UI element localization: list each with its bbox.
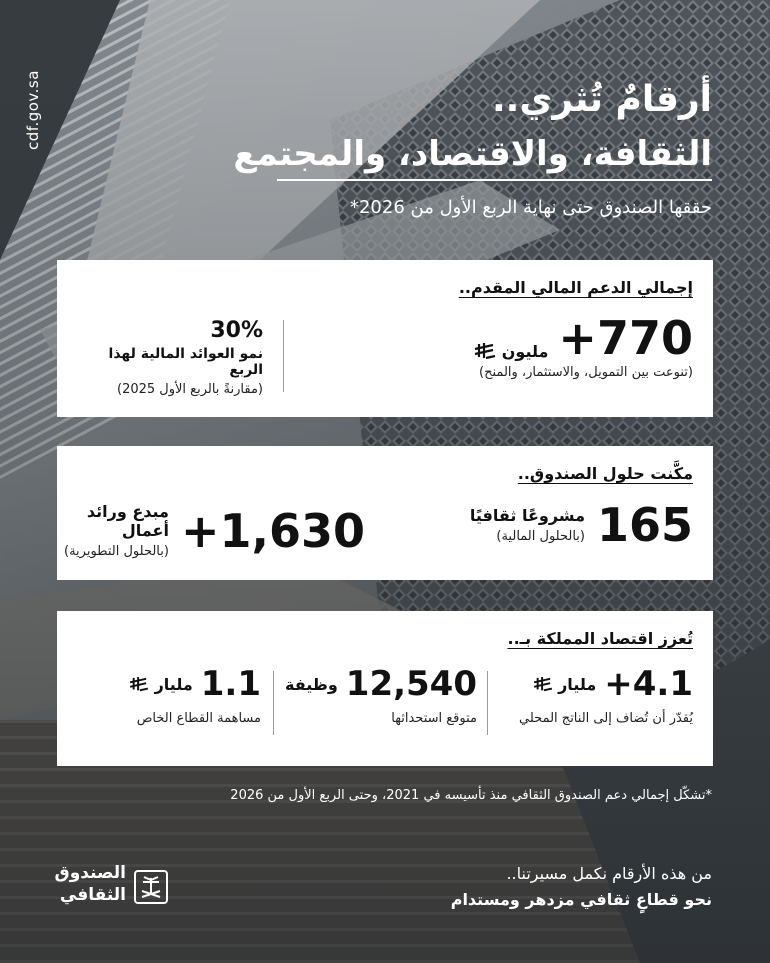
returns-growth-value: 30% (210, 318, 263, 343)
fund-solutions-heading: مكَّنت حلول الصندوق.. (517, 464, 693, 483)
logo-line2: الثقافي (59, 885, 126, 905)
riyal-icon (129, 677, 149, 693)
private-sector-value: 1.1 (200, 664, 261, 704)
gdp-note: يُقدّر أن تُضاف إلى الناتج المحلي (519, 711, 693, 726)
hero-underline (277, 179, 712, 181)
gdp-stat (493, 664, 693, 726)
jobs-value: 12,540 (345, 664, 477, 704)
jobs-note: متوقع استحداثها (391, 711, 477, 726)
closing-line1: من هذه الأرقام نكمل مسيرتنا.. (506, 864, 712, 883)
creators-label: مبدع ورائد أعمال (86, 502, 169, 540)
card3-divider-1 (487, 671, 488, 735)
financial-support-card (57, 260, 713, 417)
website-url[interactable]: cdf.gov.sa (24, 70, 42, 150)
palm-swords-emblem-icon (134, 870, 168, 904)
projects-label: مشروعًا ثقافيًا (469, 506, 585, 525)
footnote: *تشكّل إجمالي دعم الصندوق الثقافي منذ تأسيسه في 2021، وحتى الربع الأول من 2026 (230, 788, 712, 803)
gdp-value: +4.1 (604, 664, 693, 704)
card3-divider-2 (273, 671, 274, 735)
creators-note: (بالحلول التطويرية) (64, 544, 169, 559)
creators-stat (57, 502, 365, 559)
card1-divider (283, 320, 284, 392)
hero-subtitle: حققها الصندوق حتى نهاية الربع الأول من 2026* (349, 197, 712, 218)
total-support-note: (تنوعت بين التمويل، والاستثمار، والمنح) (479, 365, 693, 380)
jobs-stat (285, 664, 477, 726)
jobs-unit: وظيفة (285, 674, 338, 694)
private-sector-note: مساهمة القطاع الخاص (136, 711, 261, 726)
projects-note: (بالحلول المالية) (496, 529, 585, 544)
creators-value: +1,630 (180, 503, 365, 558)
logo-wordmark (50, 862, 126, 906)
economy-card (57, 611, 713, 766)
hero-title-line2: الثقافة، والاقتصاد، والمجتمع (233, 134, 712, 174)
riyal-icon (533, 677, 553, 693)
hero-title-line1: أرقامٌ تُثري.. (491, 79, 712, 120)
returns-growth-note: (مقارنةً بالربع الأول 2025) (116, 382, 263, 397)
projects-value: 165 (596, 498, 693, 552)
projects-stat (469, 498, 693, 552)
fund-solutions-card (57, 446, 713, 580)
riyal-icon (474, 343, 496, 361)
cultural-fund-logo (50, 862, 170, 918)
total-support-unit: مليون (474, 342, 548, 362)
private-sector-stat (81, 664, 261, 726)
total-support-value: +770 (558, 311, 693, 365)
returns-growth-label: نمو العوائد المالية لهذا الربع (108, 346, 263, 378)
financial-support-heading: إجمالي الدعم المالي المقدم.. (458, 278, 693, 297)
logo-line1: الصندوق (54, 863, 126, 883)
closing-line2: نحو قطاعٍ ثقافي مزدهر ومستدام (450, 890, 712, 909)
returns-growth-stat (73, 320, 263, 397)
total-support-stat (474, 311, 693, 380)
gdp-unit: مليار (533, 675, 597, 694)
economy-heading: تُعزز اقتصاد المملكة بـ.. (507, 629, 693, 648)
private-sector-unit: مليار (129, 675, 193, 694)
